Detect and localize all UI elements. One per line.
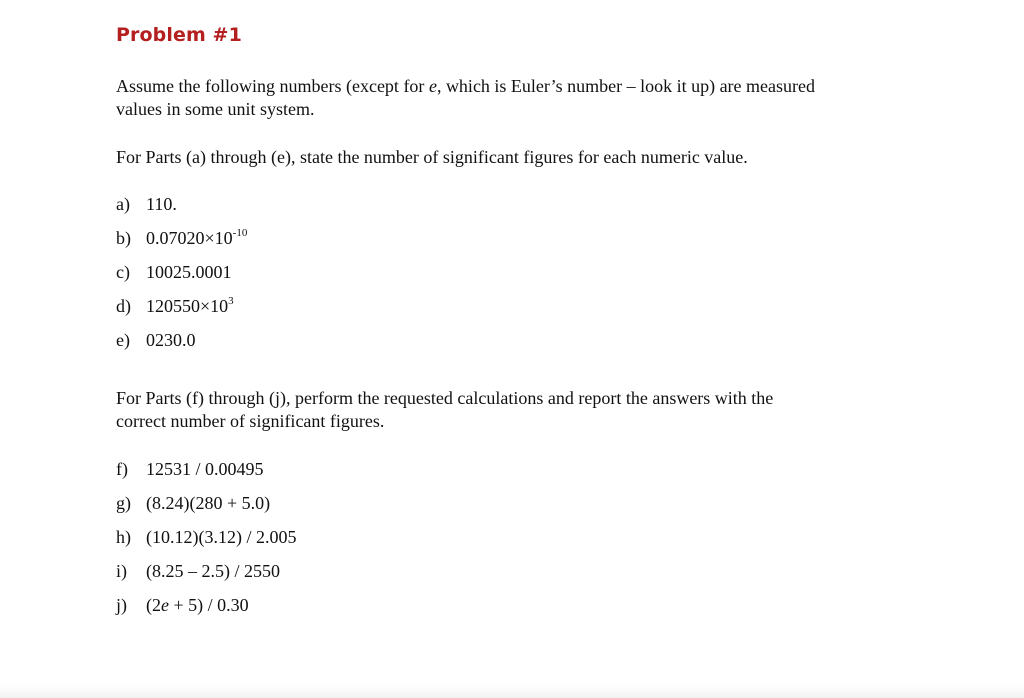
list-item-c — [116, 261, 232, 284]
item-label: b) — [116, 228, 131, 248]
item-value: 110. — [146, 194, 177, 214]
list-item-i — [116, 560, 280, 583]
item-label: f) — [116, 459, 128, 479]
item-value: 12531 / 0.00495 — [146, 459, 264, 479]
item-label: j) — [116, 595, 127, 615]
intro-text-start: Assume the following numbers (except for — [116, 76, 429, 96]
intro-text-end: , which is Euler’s number – look it up) are measured — [436, 76, 816, 96]
list-item-d — [116, 295, 234, 318]
problem-title: Problem #1 — [116, 24, 242, 46]
item-value: 0230.0 — [146, 330, 196, 350]
page-bottom-edge — [0, 684, 1024, 698]
item-label: a) — [116, 194, 130, 214]
list-item-h — [116, 526, 296, 549]
item-label: g) — [116, 493, 131, 513]
list-item-a — [116, 193, 177, 216]
item-value: 0.07020×10 — [146, 228, 233, 248]
item-value: (8.25 – 2.5) / 2550 — [146, 561, 280, 581]
item-label: h) — [116, 527, 131, 547]
part1-instruction: For Parts (a) through (e), state the number of significant figures for each numeric value. — [116, 147, 748, 167]
item-exponent: 3 — [228, 295, 234, 307]
item-value-euler-e: e — [161, 595, 169, 615]
part2-instruction-line1: For Parts (f) through (j), perform the requested calculations and report the answers with the — [116, 388, 774, 408]
item-label: d) — [116, 296, 131, 316]
item-value-pre: (2 — [146, 595, 161, 615]
list-item-f — [116, 458, 264, 481]
part2-instruction-line2: correct number of significant figures. — [116, 411, 385, 431]
intro-text-line2: values in some unit system. — [116, 99, 315, 119]
item-value-post: + 5) / 0.30 — [169, 595, 249, 615]
item-label: i) — [116, 561, 127, 581]
item-value: 120550×10 — [146, 296, 229, 316]
item-label: e) — [116, 330, 130, 350]
list-item-e — [116, 329, 196, 352]
intro-euler-e: e — [428, 76, 437, 96]
item-value: (10.12)(3.12) / 2.005 — [146, 527, 297, 547]
part2-instruction — [116, 387, 936, 433]
list-item-j — [116, 594, 249, 617]
intro-paragraph — [116, 75, 936, 121]
item-value: 10025.0001 — [146, 262, 232, 282]
item-value: (8.24)(280 + 5.0) — [146, 493, 271, 513]
item-exponent: -10 — [232, 227, 248, 239]
list-item-g — [116, 492, 270, 515]
item-label: c) — [116, 262, 130, 282]
list-item-b — [116, 227, 247, 250]
